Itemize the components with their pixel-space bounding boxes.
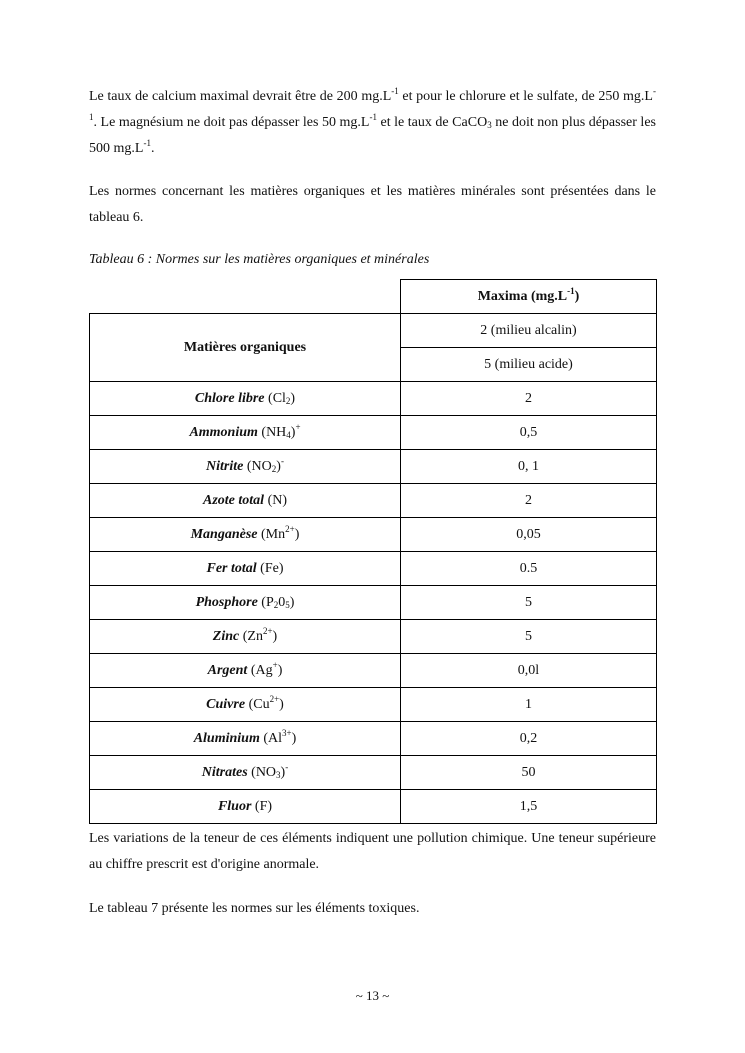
header-close: ): [574, 288, 580, 304]
paragraph-calcium-norms: [89, 84, 656, 162]
organic-label-cell: Matières organiques: [90, 314, 401, 382]
table-row: [90, 620, 657, 654]
formula-subscript: 2: [271, 463, 277, 474]
empty-header-cell: [90, 280, 401, 314]
element-name: Nitrite: [206, 458, 244, 474]
element-cell: [90, 756, 401, 790]
element-name: Aluminium: [193, 730, 260, 746]
element-name: Chlore libre: [194, 390, 265, 406]
value-cell: 5 (milieu acide): [401, 348, 657, 382]
formula-subscript: 3: [276, 769, 281, 780]
value-cell: 2: [401, 382, 657, 416]
table-header-row: [90, 280, 657, 314]
text-run: et le taux de CaCO: [376, 115, 488, 130]
paragraph-variations: Les variations de la teneur de ces éléments indiquent une pollution chimique. Une teneur supérieure au chiffre prescrit est d'origine anormale.: [89, 831, 656, 872]
element-name: Phosphore: [195, 594, 258, 610]
formula-subscript: 2: [285, 395, 291, 406]
element-name: Zinc: [212, 628, 240, 644]
value-cell: 50: [401, 756, 657, 790]
formula-text: ): [289, 594, 295, 610]
formula-text: ): [291, 730, 297, 746]
table-row: [90, 586, 657, 620]
table-row: [90, 688, 657, 722]
paragraph-next-table: Le tableau 7 présente les normes sur les éléments toxiques.: [89, 901, 420, 916]
table-row: [90, 382, 657, 416]
subscript: 3: [487, 120, 492, 130]
value-cell: 1,5: [401, 790, 657, 824]
value-cell: 1: [401, 688, 657, 722]
value-cell: 0.5: [401, 552, 657, 586]
element-cell: [90, 484, 401, 518]
formula-text: 0: [278, 594, 286, 610]
formula-superscript: -: [285, 761, 289, 772]
table-row: [90, 790, 657, 824]
text-run: .: [150, 141, 155, 156]
element-cell: [90, 450, 401, 484]
table-row: [90, 518, 657, 552]
value-cell: 0,05: [401, 518, 657, 552]
element-cell: [90, 382, 401, 416]
formula-text: ): [294, 526, 300, 542]
text-run: et pour le chlorure et le sulfate, de 250 mg.L: [398, 89, 653, 104]
table-row: [90, 722, 657, 756]
table-row: [90, 484, 657, 518]
formula-text: (NO: [243, 458, 272, 474]
paragraph-intro-table: Les normes concernant les matières organiques et les matières minérales sont présentées dans le tableau 6.: [89, 184, 656, 225]
element-cell: [90, 790, 401, 824]
value-cell: 5: [401, 586, 657, 620]
text-run: . Le magnésium ne doit pas dépasser les 50 mg.L: [93, 115, 370, 130]
formula-text: (P: [257, 594, 274, 610]
element-name: Azote total: [203, 492, 265, 508]
value-cell: 0,5: [401, 416, 657, 450]
formula-text: (Al: [259, 730, 283, 746]
table-row: [90, 756, 657, 790]
formula-superscript: 2+: [285, 523, 295, 534]
formula-text: ): [276, 458, 281, 474]
formula-text: ): [280, 764, 286, 780]
element-name: Cuivre: [206, 696, 246, 712]
table-row: [90, 416, 657, 450]
formula-text: (NO: [247, 764, 277, 780]
formula-subscript: 4: [286, 429, 291, 440]
superscript: -1: [143, 138, 151, 148]
text-run: ne doit non plus dépasser les 500 mg.L: [89, 115, 656, 156]
formula-superscript: 2+: [269, 693, 280, 704]
element-name: Fluor: [217, 798, 252, 814]
element-cell: [90, 552, 401, 586]
formula-subscript: 5: [285, 599, 290, 610]
formula-text: (N): [264, 492, 287, 508]
element-cell: [90, 416, 401, 450]
header-maxima: [401, 280, 657, 314]
formula-text: (Fe): [256, 560, 284, 576]
element-name: Ammonium: [189, 424, 258, 440]
formula-superscript: 3+: [282, 727, 292, 738]
superscript: -1: [89, 86, 656, 122]
element-name: Manganèse: [190, 526, 258, 542]
table-row: [90, 450, 657, 484]
formula-text: ): [272, 628, 278, 644]
element-name: Fer total: [206, 560, 257, 576]
formula-text: ): [290, 390, 296, 406]
formula-text: ): [277, 662, 283, 678]
table-row: [90, 552, 657, 586]
element-cell: [90, 654, 401, 688]
formula-superscript: +: [295, 421, 301, 432]
value-cell: 0,2: [401, 722, 657, 756]
table-row: [90, 314, 657, 348]
value-cell: 0,0l: [401, 654, 657, 688]
header-text: Maxima (mg.L: [477, 288, 568, 304]
formula-text: (Ag: [247, 662, 273, 678]
formula-superscript: -: [280, 455, 284, 466]
formula-superscript: +: [272, 659, 278, 670]
formula-subscript: 2: [273, 599, 279, 610]
table-row: [90, 654, 657, 688]
formula-text: (Zn: [239, 628, 263, 644]
element-cell: [90, 586, 401, 620]
formula-text: (NH: [257, 424, 287, 440]
value-cell: 5: [401, 620, 657, 654]
table-caption: Tableau 6 : Normes sur les matières organiques et minérales: [89, 252, 430, 267]
formula-text: (F): [251, 798, 273, 814]
value-cell: 2 (milieu alcalin): [401, 314, 657, 348]
formula-text: ): [279, 696, 284, 712]
superscript: -1: [391, 86, 399, 96]
element-cell: [90, 620, 401, 654]
element-cell: [90, 518, 401, 552]
value-cell: 2: [401, 484, 657, 518]
header-sup: -1: [567, 285, 575, 296]
formula-superscript: 2+: [262, 625, 273, 636]
element-name: Argent: [207, 662, 248, 678]
element-cell: [90, 688, 401, 722]
text-run: Le taux de calcium maximal devrait être de 200 mg.L: [89, 89, 392, 104]
formula-text: ): [290, 424, 296, 440]
element-name: Nitrates: [201, 764, 248, 780]
page-number: ~ 13 ~: [355, 988, 390, 1003]
norms-table: [89, 279, 657, 824]
formula-text: (Cl: [264, 390, 286, 406]
value-cell: 0, 1: [401, 450, 657, 484]
superscript: -1: [369, 112, 377, 122]
formula-text: (Mn: [257, 526, 286, 542]
formula-text: (Cu: [245, 696, 270, 712]
element-cell: [90, 722, 401, 756]
